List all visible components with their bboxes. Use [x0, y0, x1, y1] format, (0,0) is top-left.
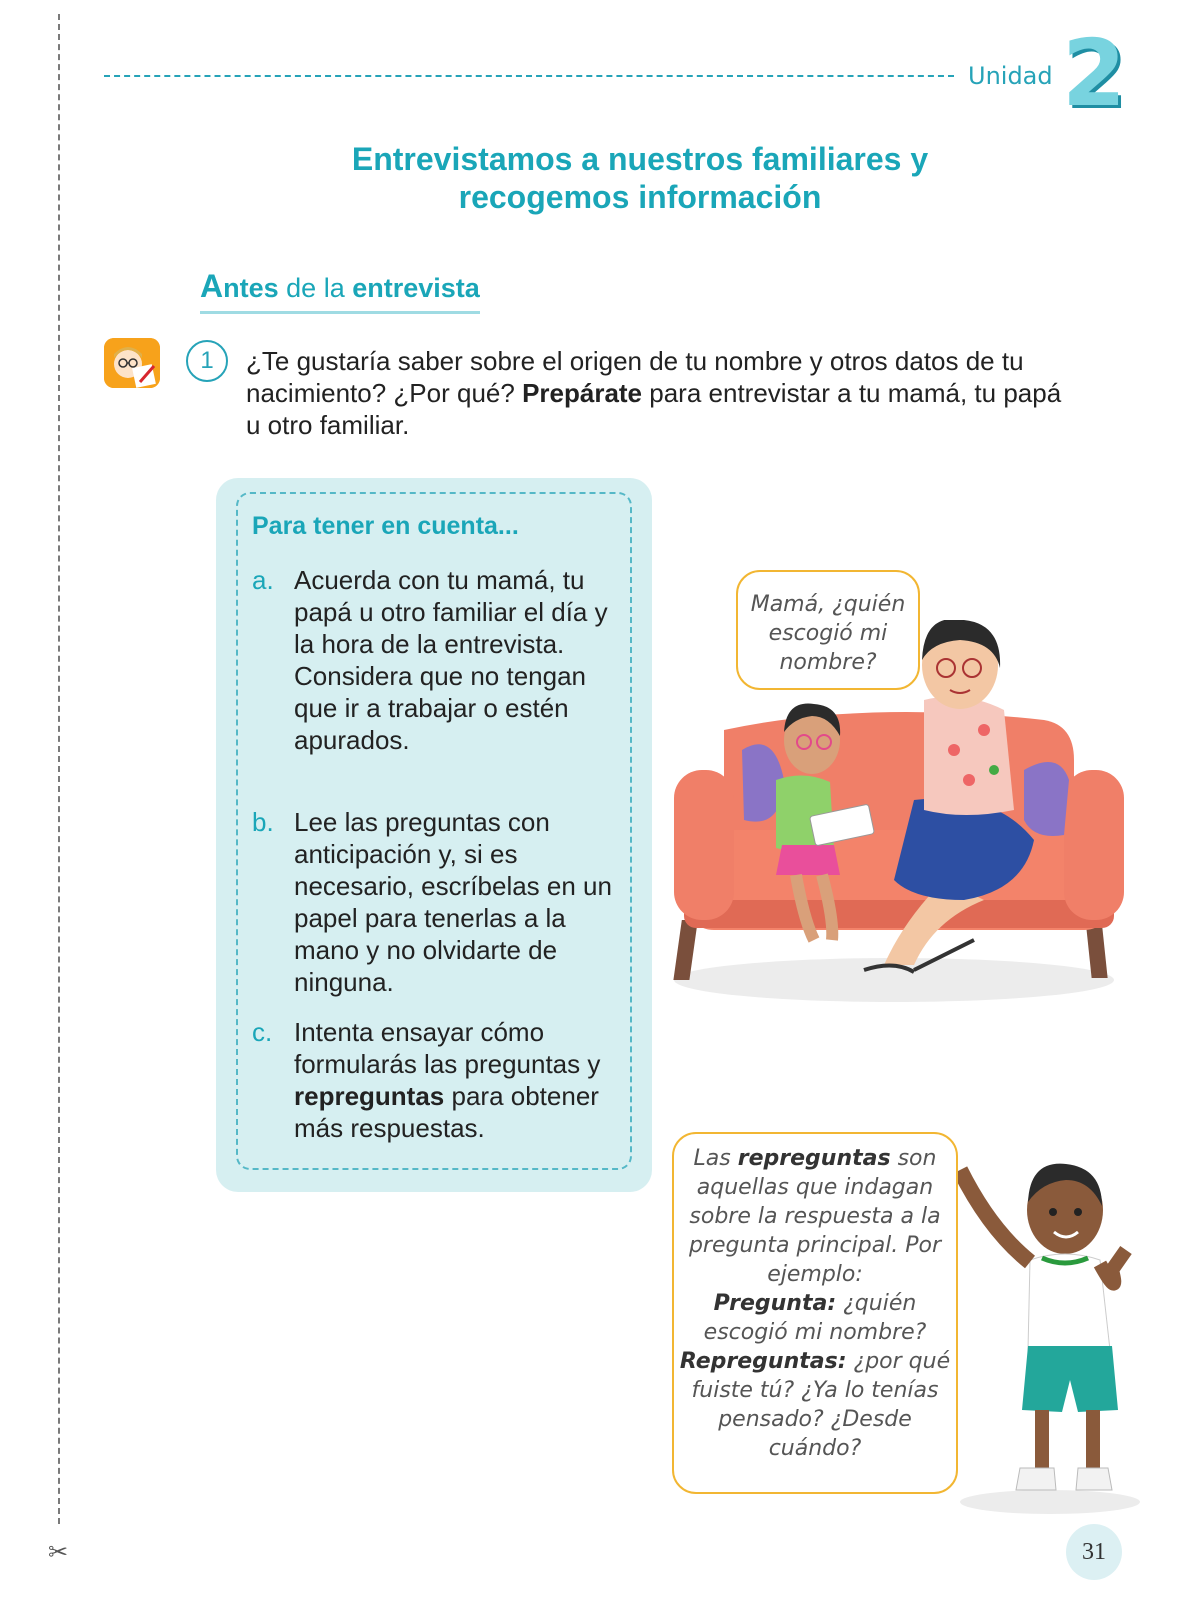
tip-letter-c: c.: [252, 1017, 273, 1047]
unit-number: 2: [1062, 20, 1127, 127]
boy-speech-bubble: [672, 1132, 958, 1494]
section-middle: de la: [286, 273, 345, 303]
tip-c-bold: repreguntas: [294, 1081, 445, 1111]
bubble-p1-before: Las: [693, 1146, 731, 1171]
tip-text-c: [294, 1016, 624, 1144]
title-line-2: recogemos información: [458, 179, 822, 215]
question-text-2: para entrevistar a tu mamá, tu papá u otro familiar.: [246, 378, 1062, 440]
cut-line: [58, 14, 60, 1524]
girl-speech-bubble: Mamá, ¿quién escogió mi nombre?: [736, 570, 920, 690]
bubble-question-label: Pregunta:: [713, 1291, 837, 1316]
section-first-letter: A: [200, 268, 224, 304]
bubble-repreguntas-text: ¿por qué fuiste tú? ¿Ya lo tenías pensado? ¿Desde cuándo?: [691, 1349, 951, 1461]
bubble-repreguntas-label: Repreguntas:: [679, 1349, 847, 1374]
header-dashed-line: [104, 75, 954, 77]
question-text-1: ¿Te gustaría saber sobre el origen de tu nombre y otros datos de tu nacimiento? ¿Por qué?: [246, 346, 1024, 408]
title-line-1: Entrevistamos a nuestros familiares y: [351, 141, 929, 177]
bubble-p1-bold: repreguntas: [737, 1146, 891, 1171]
teacher-icon: [104, 338, 160, 388]
scissors-icon: ✂: [48, 1539, 69, 1566]
activity-question: [246, 345, 1066, 441]
tips-title: Para tener en cuenta...: [252, 512, 519, 540]
tip-text-a: Acuerda con tu mamá, tu papá u otro familiar el día y la hora de la entrevista. Considera que no tengan que ir a trabajar o estén apurados.: [294, 565, 608, 755]
bubble-p1-after: son aquellas que indagan sobre la respuesta a la pregunta principal. Por ejemplo:: [688, 1146, 942, 1287]
page-number: 31: [1066, 1524, 1122, 1580]
page-title: [300, 140, 980, 216]
tip-c-text-2: para obtener más respuestas.: [294, 1081, 599, 1143]
tip-letter-b: b.: [252, 807, 274, 837]
question-bold: Prepárate: [522, 378, 643, 408]
tip-text-b: Lee las preguntas con anticipación y, si es necesario, escríbelas en un papel para tenerlas a la mano y no olvidarte de ninguna.: [294, 807, 612, 997]
bubble-question-text: ¿quién escogió mi nombre?: [703, 1291, 927, 1345]
section-heading: [200, 268, 480, 314]
section-word-1: ntes: [223, 273, 279, 303]
unit-label: Unidad: [968, 62, 1053, 90]
activity-number: 1: [186, 340, 228, 382]
section-word-2: entrevista: [352, 273, 480, 303]
tip-c-text-1: Intenta ensayar cómo formularás las preguntas y: [294, 1017, 601, 1079]
tip-letter-a: a.: [252, 565, 274, 595]
boy-illustration: [950, 1150, 1150, 1520]
